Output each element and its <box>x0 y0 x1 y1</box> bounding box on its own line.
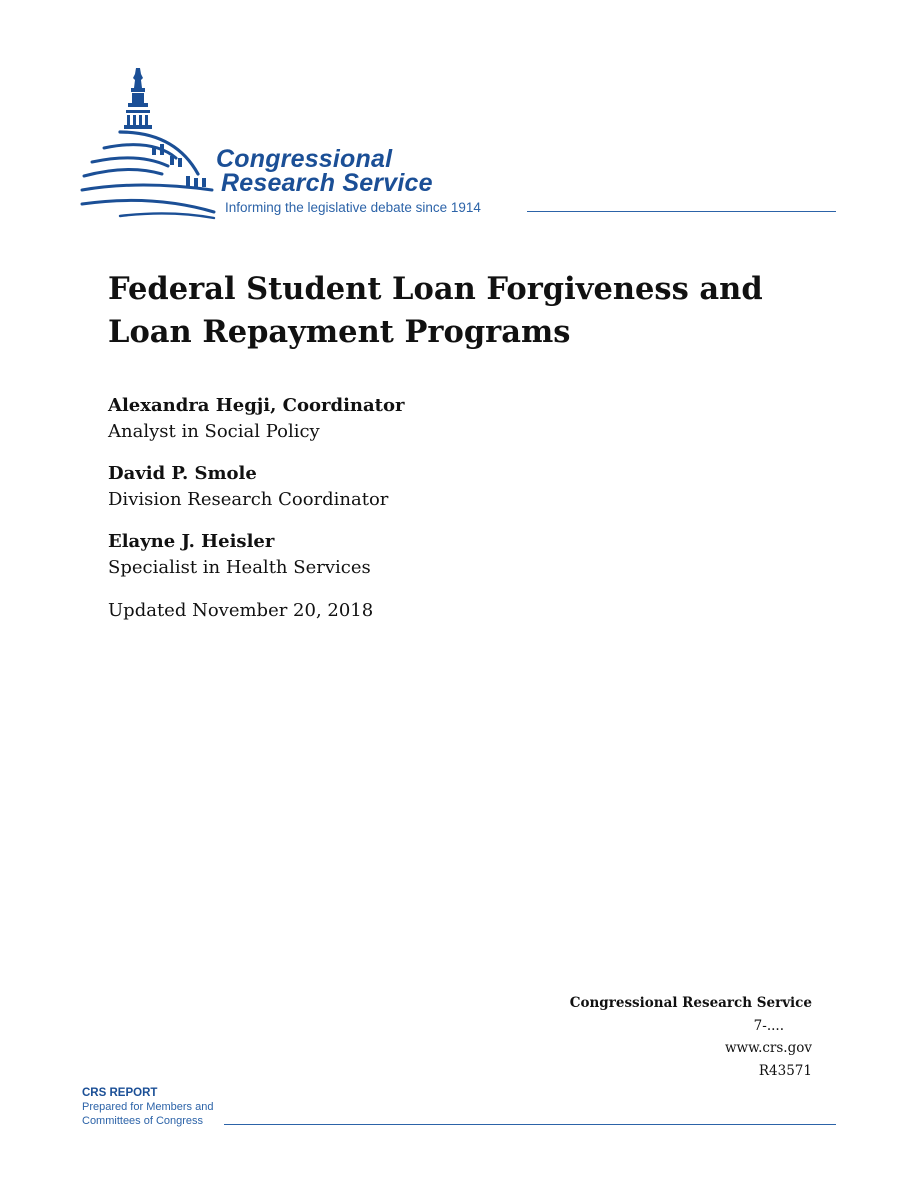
author-role: Division Research Coordinator <box>108 489 389 510</box>
updated-date: Updated November 20, 2018 <box>108 600 374 621</box>
author-entry <box>108 530 708 582</box>
brand-line2: Research Service <box>221 169 433 197</box>
crs-info <box>570 992 812 1082</box>
report-number: R43571 <box>758 1062 812 1079</box>
crs-code: 7-.... <box>753 1017 784 1034</box>
author-list <box>108 394 708 624</box>
author-entry <box>108 394 708 446</box>
footer-line2: Committees of Congress <box>82 1115 204 1127</box>
tagline-divider <box>527 211 836 212</box>
footer-divider <box>224 1124 836 1125</box>
crs-logo <box>80 66 840 222</box>
report-title: Federal Student Loan Forgiveness and Loan Repayment Programs <box>108 271 763 350</box>
author-name: David P. Smole <box>108 463 257 484</box>
brand-tagline: Informing the legislative debate since 1914 <box>225 200 481 215</box>
author-role: Analyst in Social Policy <box>108 421 320 442</box>
author-name: Alexandra Hegji, Coordinator <box>108 395 405 416</box>
author-entry <box>108 462 708 514</box>
crs-website-link[interactable]: www.crs.gov <box>725 1040 812 1056</box>
author-role: Specialist in Health Services <box>108 557 371 578</box>
crs-report-footer <box>82 1086 836 1134</box>
footer-line1: Prepared for Members and <box>82 1101 214 1113</box>
capitol-dome-icon <box>80 66 220 222</box>
brand-line1: Congressional <box>216 145 393 173</box>
author-name: Elayne J. Heisler <box>108 531 275 552</box>
crs-org-name: Congressional Research Service <box>569 995 812 1011</box>
footer-label: CRS REPORT <box>82 1087 158 1099</box>
